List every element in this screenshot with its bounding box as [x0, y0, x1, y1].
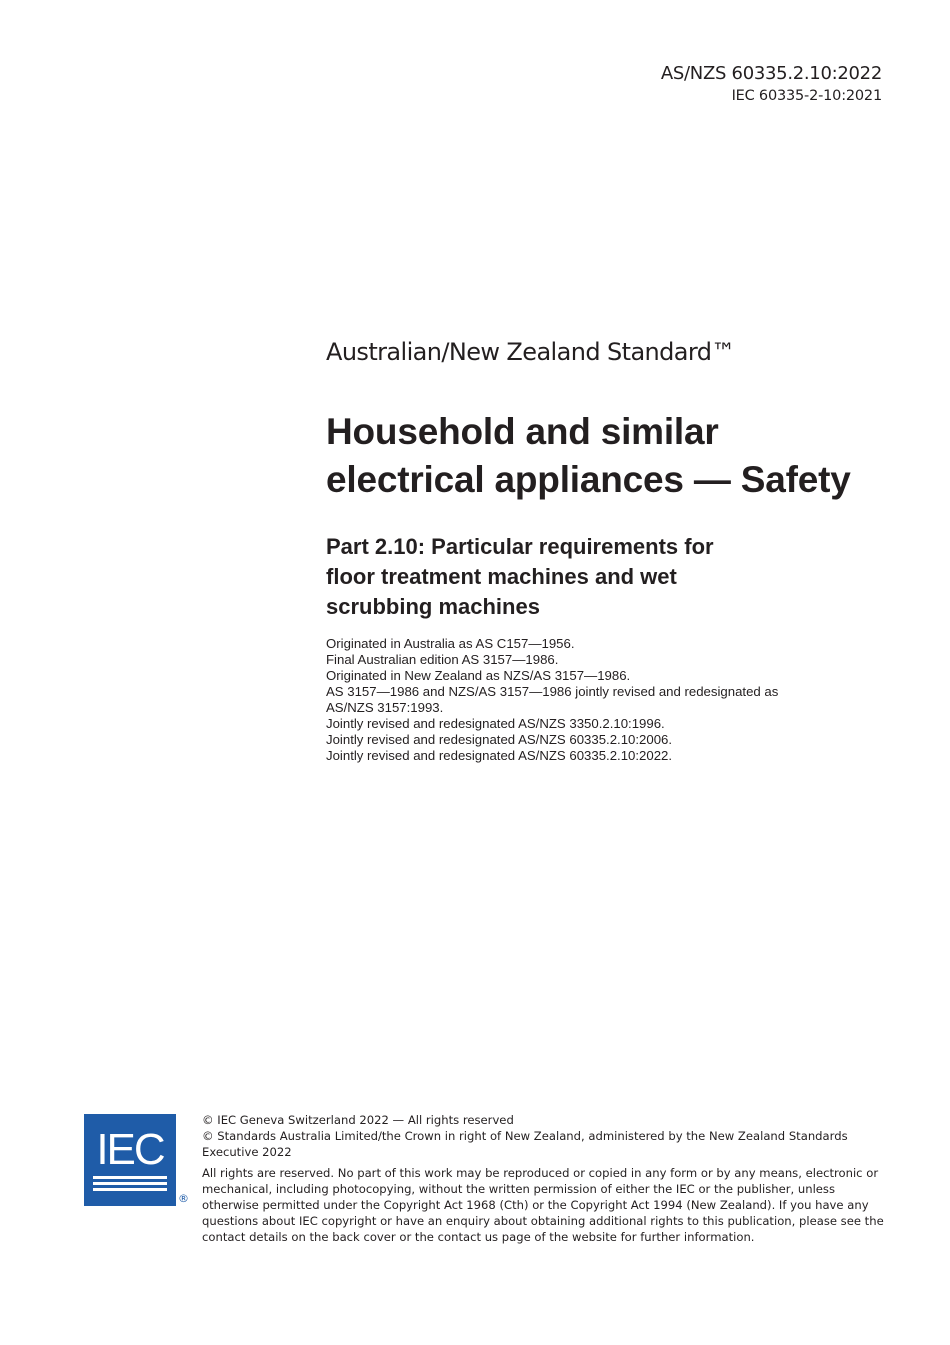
- history-item: Jointly revised and redesignated AS/NZS 3350.2.10:1996.: [326, 716, 665, 731]
- copyright-iec: © IEC Geneva Switzerland 2022 — All rights reserved: [202, 1113, 514, 1127]
- document-subtitle: [326, 532, 906, 622]
- document-title: [326, 408, 906, 504]
- rights-notice: All rights are reserved. No part of this work may be reproduced or copied in any form or by any means, electronic or mechanical, including photocopying, without the written permission of either the IEC or the publisher, unless otherwise permitted under the Copyright Act 1968 (Cth) or the Copyright Act 1994 (New Zealand). If you have any questions about IEC copyright or have an enquiry about obtaining additional rights to this publication, please see the contact details on the back cover or the contact us page of the website for further information.: [202, 1166, 884, 1244]
- history-item: AS/NZS 3157:1993.: [326, 700, 444, 715]
- iec-logo-text: IEC: [96, 1125, 164, 1174]
- subtitle-line-2: floor treatment machines and wet: [326, 564, 677, 589]
- history-item: Final Australian edition AS 3157—1986.: [326, 652, 559, 667]
- iec-logo-graphic: [84, 1114, 176, 1206]
- iec-logo-stripes: [93, 1176, 167, 1191]
- series-label: Australian/New Zealand Standard™: [326, 338, 735, 366]
- history-item: Jointly revised and redesignated AS/NZS 60335.2.10:2022.: [326, 748, 673, 763]
- title-line-1: Household and similar: [326, 411, 719, 452]
- history-item: Jointly revised and redesignated AS/NZS 60335.2.10:2006.: [326, 732, 673, 747]
- subtitle-line-1: Part 2.10: Particular requirements for: [326, 534, 714, 559]
- history-item: Originated in Australia as AS C157—1956.: [326, 636, 575, 651]
- history-item: AS 3157—1986 and NZS/AS 3157—1986 jointly revised and redesignated as: [326, 684, 779, 699]
- subtitle-line-3: scrubbing machines: [326, 594, 540, 619]
- title-line-2: electrical appliances — Safety: [326, 459, 851, 500]
- copyright-block: [202, 1113, 887, 1245]
- iec-number: IEC 60335-2-10:2021: [731, 88, 882, 104]
- cover-main: [326, 336, 906, 764]
- standard-number: AS/NZS 60335.2.10:2022: [660, 63, 882, 84]
- iec-logo: [84, 1114, 176, 1206]
- history-item: Originated in New Zealand as NZS/AS 3157—1986.: [326, 668, 631, 683]
- publication-history: [326, 636, 906, 764]
- document-identifier: [661, 62, 882, 106]
- registered-mark: ®: [178, 1192, 189, 1205]
- copyright-standards-australia: © Standards Australia Limited/the Crown in right of New Zealand, administered by the New Zealand Standards Executive 2022: [202, 1128, 848, 1159]
